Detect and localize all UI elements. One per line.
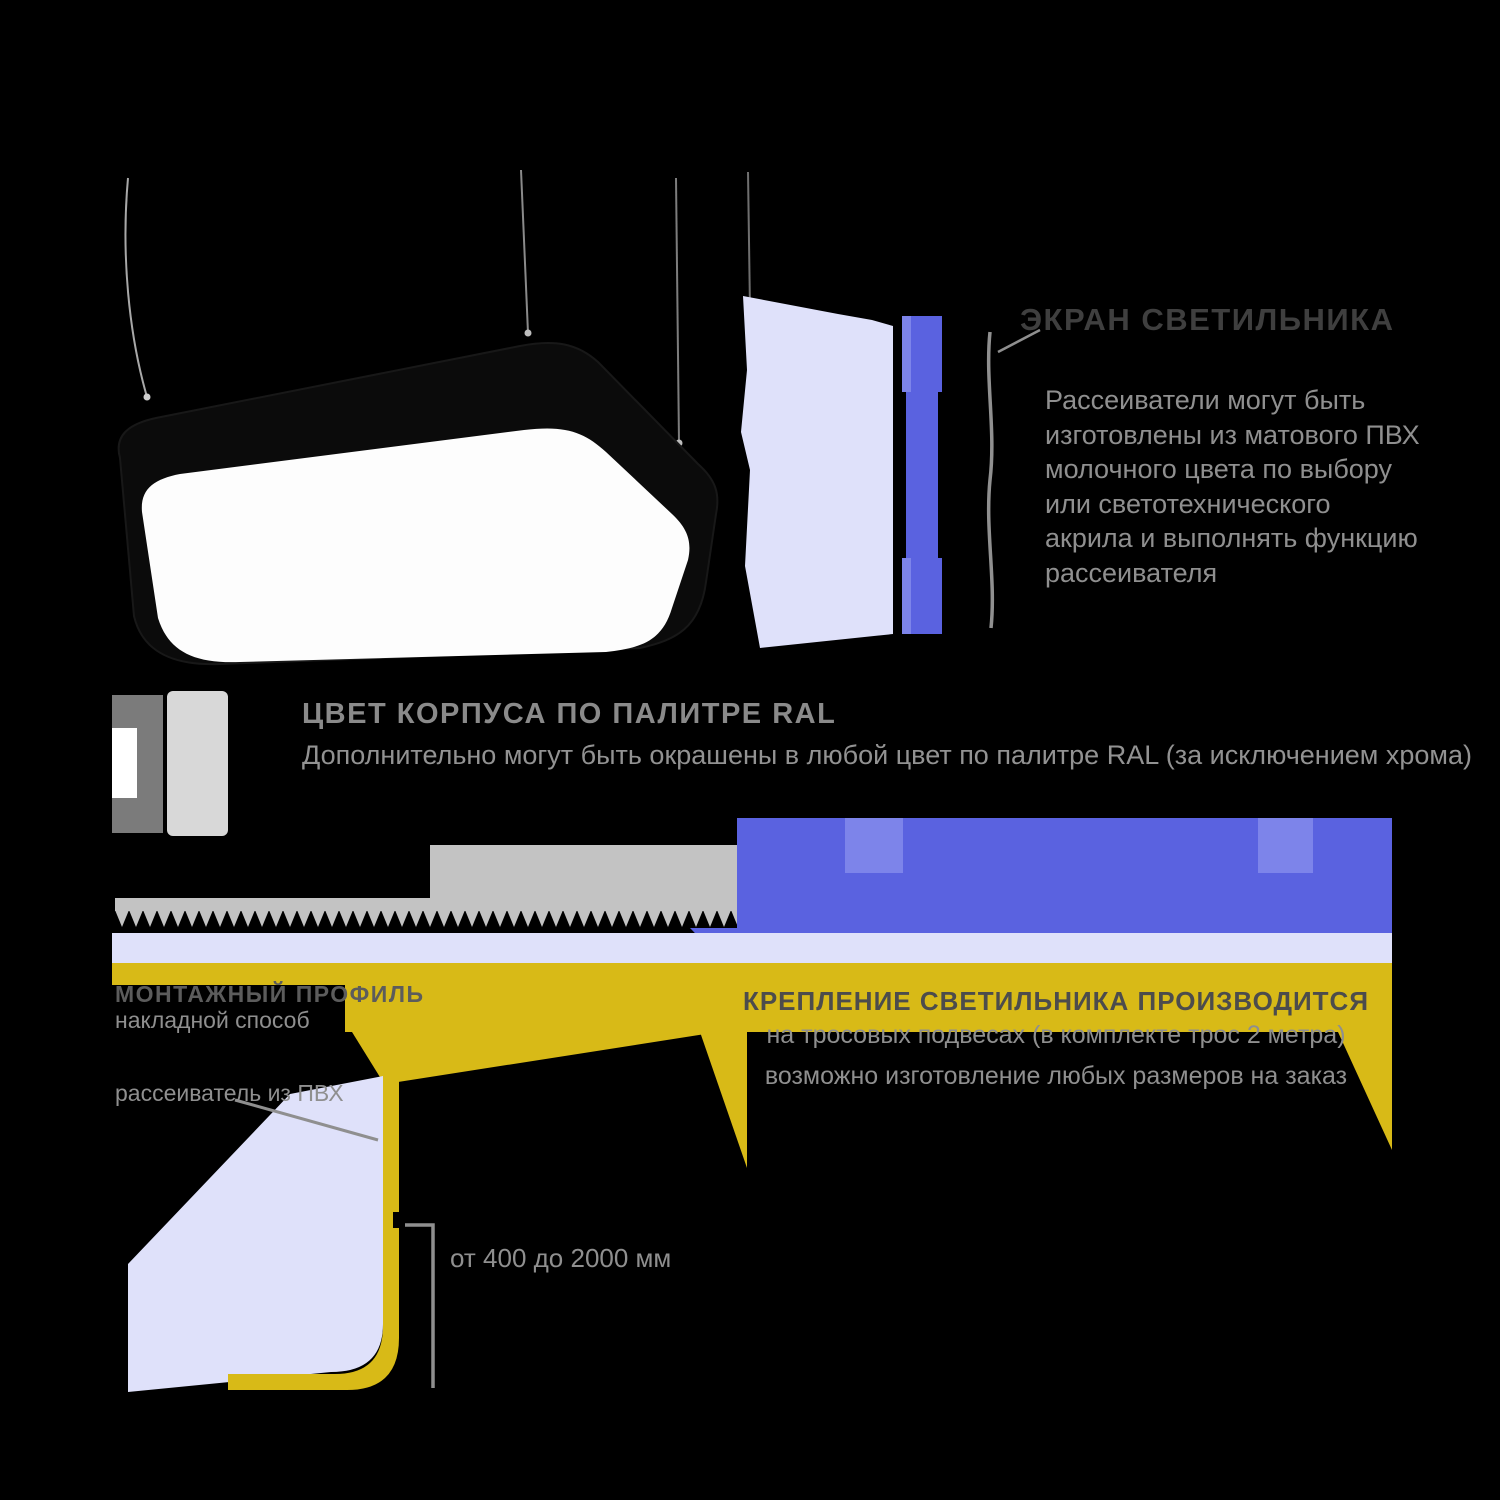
mount-left-subtitle: накладной способ	[115, 1007, 310, 1033]
mount-right-heading: КРЕПЛЕНИЕ СВЕТИЛЬНИКА ПРОИЗВОДИТСЯ	[742, 986, 1370, 1016]
ral-section-body: Дополнительно могут быть окрашены в любой цвет по палитре RAL (за исключением хрома)	[302, 740, 1472, 770]
frame-edge-line	[989, 332, 993, 628]
profile-end-notch	[112, 728, 137, 798]
suspension-cable	[521, 170, 528, 333]
suspension-cable	[125, 178, 147, 397]
suspension-cable	[748, 172, 750, 310]
profile-step-notch	[393, 1212, 400, 1228]
diffuser-section-body	[1045, 383, 1475, 590]
diffuser-band	[112, 933, 1392, 963]
led-board-tab	[845, 818, 903, 873]
corner-diffuser-shape	[128, 1076, 383, 1392]
dimension-bracket	[405, 1225, 433, 1388]
diffuser-line: изготовлены из матового ПВХ	[1045, 419, 1420, 450]
corner-mount-detail	[128, 1076, 433, 1392]
diffuser-line: акрила и выполнять функцию	[1045, 523, 1418, 553]
led-board-tab	[1258, 818, 1313, 873]
heatsink-base	[115, 898, 807, 911]
mount-right-line2: возможно изготовление любых размеров на заказ	[764, 1062, 1348, 1090]
led-strip-highlight	[902, 316, 911, 392]
cable-connector	[525, 330, 532, 337]
dimension-label: от 400 до 2000 мм	[450, 1243, 672, 1273]
diffuser-line: Рассеиватели могут быть	[1045, 385, 1366, 415]
suspension-cable	[676, 178, 679, 443]
ral-section-heading: ЦВЕТ КОРПУСА ПО ПАЛИТРЕ RAL	[302, 698, 837, 730]
magnifier-cone	[352, 1032, 718, 1082]
diffuser-profile-shape	[741, 296, 893, 648]
diffuser-line: рассеивателя	[1045, 557, 1218, 588]
pendant-lamp-photo	[119, 170, 750, 664]
mount-right-block	[720, 986, 1392, 1091]
diffuser-line: или светотехнического	[1045, 488, 1331, 519]
mount-right-line1: на тросовых подвесах (в комплекте трос 2 метра)	[766, 1021, 1346, 1049]
mount-left-part-label: рассеиватель из ПВХ	[115, 1080, 344, 1106]
cable-connector	[144, 394, 151, 401]
profile-end-light	[167, 691, 228, 836]
led-strip-highlight	[902, 558, 911, 634]
heatsink-teeth	[115, 910, 807, 927]
diffuser-section-heading: ЭКРАН СВЕТИЛЬНИКА	[1020, 302, 1395, 337]
mount-left-title: МОНТАЖНЫЙ ПРОФИЛЬ	[115, 981, 425, 1007]
heatsink-slab	[430, 845, 745, 907]
diffuser-cross-section-detail	[741, 296, 1040, 648]
diffuser-line: молочного цвета по выбору	[1045, 454, 1393, 484]
